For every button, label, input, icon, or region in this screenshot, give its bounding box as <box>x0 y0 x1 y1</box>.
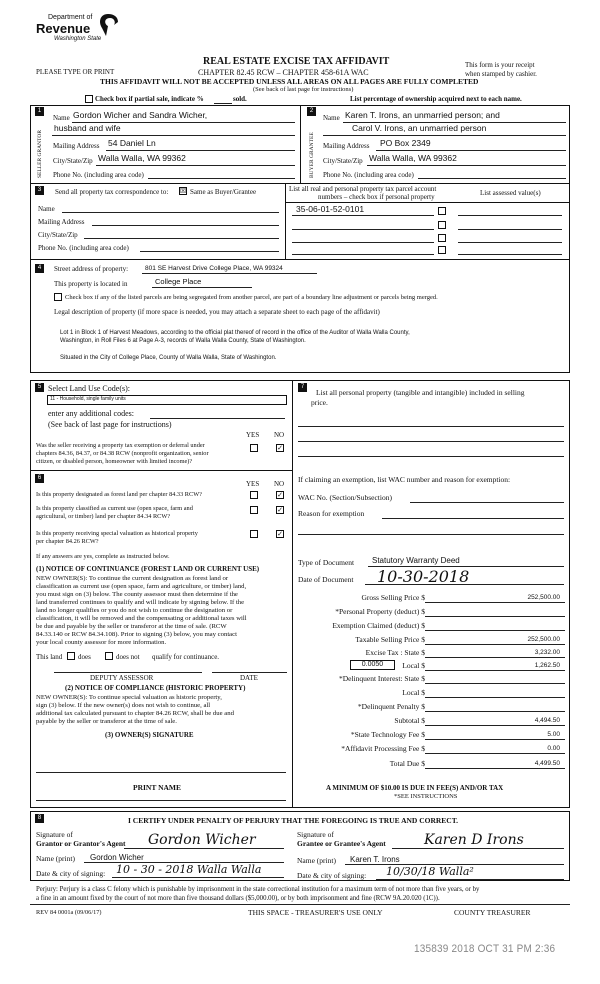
personal-property-checkbox-3[interactable] <box>438 234 446 242</box>
buyer-name-value[interactable]: Karen T. Irons, an unmarried person; and <box>345 110 500 120</box>
grantee-signature[interactable]: Karen D Irons <box>424 832 524 848</box>
current-use-no-checkbox[interactable]: ✓ <box>277 506 283 514</box>
form-title: REAL ESTATE EXCISE TAX AFFIDAVIT <box>203 56 390 67</box>
sold-label: sold. <box>233 95 247 103</box>
section-7-number: 7 <box>298 383 307 392</box>
taxable-label: Taxable Selling Price $ <box>355 635 425 644</box>
excise-local-label: Local $ <box>402 661 425 670</box>
exemption-no-checkbox[interactable]: ✓ <box>277 444 283 452</box>
land-use-value: 11 - Household, single family units <box>50 396 126 402</box>
corr-city-line <box>84 238 279 239</box>
notice-compliance-line-2: sign (3) below. If the new owner(s) does not wish to continue, all <box>36 702 211 709</box>
exemption-question-2: chapters 84.36, 84.37, or 84.38 RCW (nonprofit organization, senior <box>36 450 209 457</box>
buyer-grantee-label: BUYER GRANTEE <box>309 132 315 178</box>
exemption-yes-checkbox[interactable] <box>250 444 258 452</box>
corr-phone-line <box>140 251 279 252</box>
tech-fee-label: *State Technology Fee $ <box>350 730 425 739</box>
seller-mail-line <box>106 150 295 151</box>
grantee-date-line <box>376 879 564 880</box>
section-3-number: 3 <box>35 186 44 195</box>
section-4-number: 4 <box>35 264 44 273</box>
current-use-question-2: agricultural, or timber) land per chapter 84.34 RCW? <box>36 513 171 520</box>
certify-statement: I CERTIFY UNDER PENALTY OF PERJURY THAT THE FOREGOING IS TRUE AND CORRECT. <box>128 816 459 825</box>
see-instructions-note: *SEE INSTRUCTIONS <box>394 793 458 800</box>
historic-question-1: Is this property receiving special valuation as historical property <box>36 530 198 537</box>
doc-date-line <box>365 584 564 585</box>
grantee-name-label: Name (print) <box>297 856 336 865</box>
section-1-number: 1 <box>35 107 44 116</box>
gross-label: Gross Selling Price $ <box>361 593 425 602</box>
segregated-checkbox[interactable] <box>54 293 62 301</box>
delinquent-interest-label: *Delinquent Interest: State $ <box>338 674 425 683</box>
no-header-5: NO <box>274 431 285 439</box>
assessed-header: List assessed value(s) <box>480 189 541 197</box>
if-yes-note: If any answers are yes, complete as instructed below. <box>36 553 170 560</box>
delinquent-penalty-line <box>425 711 565 712</box>
subtotal-value[interactable]: 4,494.50 <box>534 717 560 724</box>
excise-state-value[interactable]: 3,232.00 <box>534 649 560 656</box>
buyer-phone-label: Phone No. (including area code) <box>323 171 414 179</box>
send-label: Send all property tax correspondence to: <box>55 188 169 196</box>
excise-local-line <box>425 670 565 671</box>
print-name-line <box>36 800 286 801</box>
personal-deduct-line <box>425 616 565 617</box>
this-land-label: This land <box>36 653 63 661</box>
additional-codes-label: enter any additional codes: <box>48 409 134 418</box>
assessed-line-1 <box>458 215 562 216</box>
seller-mail-value[interactable]: 54 Daniel Ln <box>108 138 156 148</box>
perjury-rule <box>30 904 570 905</box>
personal-property-label-1: List all personal property (tangible and intangible) included in selling <box>316 388 525 397</box>
parcel-number-1[interactable]: 35-06-01-52-0101 <box>296 204 365 214</box>
notice-compliance-line-4: payable by the seller or transferor at the time of sale. <box>36 718 177 725</box>
buyer-city-value[interactable]: Walla Walla, WA 99362 <box>369 153 457 163</box>
qualify-label: qualify for continuance. <box>152 653 220 661</box>
seller-mail-label: Mailing Address <box>53 142 100 150</box>
grantor-date-value[interactable]: 10 - 30 - 2018 Walla Walla <box>116 863 262 876</box>
print-note: PLEASE TYPE OR PRINT <box>36 68 115 76</box>
personal-property-checkbox-4[interactable] <box>438 246 446 254</box>
excise-state-line <box>425 657 565 658</box>
notice-continuance-line-3: you must sign on (3) below. The county assessor must then determine if the <box>36 591 238 598</box>
grantor-signature[interactable]: Gordon Wicher <box>148 832 256 848</box>
doc-date-value[interactable]: 10-30-2018 <box>377 567 470 586</box>
seller-name-value-2[interactable]: husband and wife <box>54 123 121 133</box>
processing-fee-value[interactable]: 0.00 <box>547 745 560 752</box>
assessed-line-4 <box>458 254 562 255</box>
no-header-6: NO <box>274 480 285 488</box>
grantee-sig-label-1: Signature of <box>297 830 334 839</box>
dept-line3: Washington State <box>54 36 102 42</box>
same-as-buyer-checkbox[interactable]: ☒ <box>180 187 187 195</box>
delinquent-local-label: Local $ <box>402 688 425 697</box>
parcel-line-2 <box>292 229 434 230</box>
parcel-line-4 <box>292 254 434 255</box>
does-not-checkbox[interactable] <box>105 652 113 660</box>
see-back-note: (See back of last page for instructions) <box>253 86 354 93</box>
notice-continuance-line-2: classification as current use (open space, farm and agriculture, or timber) land, <box>36 583 247 590</box>
personal-property-label-2: price. <box>311 398 328 407</box>
notice-continuance-title: (1) NOTICE OF CONTINUANCE (FOREST LAND OR CURRENT USE) <box>36 565 260 573</box>
gross-line <box>425 602 565 603</box>
dor-logo-icon <box>96 12 120 38</box>
doc-date-label: Date of Document <box>298 575 354 584</box>
legal-line-3: Situated in the City of College Place, County of Walla Walla, State of Washington. <box>60 355 277 361</box>
total-due-value[interactable]: 4,499.50 <box>534 760 560 767</box>
section-2-number: 2 <box>307 107 316 116</box>
section-8-number: 8 <box>35 814 44 823</box>
seller-city-line <box>96 165 295 166</box>
buyer-name-label: Name <box>323 114 340 122</box>
seller-city-value[interactable]: Walla Walla, WA 99362 <box>98 153 186 163</box>
grantor-date-line <box>112 877 284 878</box>
notice-continuance-line-7: be due and payable by the seller or transferor at the time of sale. (RCW <box>36 623 227 630</box>
notice-continuance-line-9: your local county assessor for more information. <box>36 639 167 646</box>
does-label: does <box>78 653 91 661</box>
forest-no-checkbox[interactable]: ✓ <box>277 491 283 499</box>
notice-compliance-line-3: additional tax calculated pursuant to chapter 84.26 RCW, shall be due and <box>36 710 234 717</box>
seller-name-value[interactable]: Gordon Wicher and Sandra Wicher, <box>73 110 208 120</box>
forest-yes-checkbox[interactable] <box>250 491 258 499</box>
excise-state-label: Excise Tax : State $ <box>365 648 425 657</box>
total-due-label: Total Due $ <box>389 759 425 768</box>
perjury-line-2: a fine in an amount fixed by the court of not more than five thousand dollars ($5,000.00), or by both imprisonment and fine (RCW 9A.20.020 (1C)). <box>36 895 440 902</box>
taxable-line <box>425 644 565 645</box>
partial-sale-label: Check box if partial sale, indicate % <box>95 95 204 103</box>
county-treasurer-label: COUNTY TREASURER <box>454 908 531 917</box>
exemption-claimed-line <box>425 630 565 631</box>
parcel-line-1 <box>292 215 434 216</box>
perjury-line-1: Perjury: Perjury is a class C felony which is punishable by imprisonment in the state correctional institution for a maximum term of not more than five years, or by <box>36 886 480 893</box>
personal-deduct-label: *Personal Property (deduct) $ <box>335 607 425 616</box>
deputy-date-line <box>212 672 287 673</box>
ownership-note: List percentage of ownership acquired next to each name. <box>350 95 522 103</box>
form-chapter: CHAPTER 82.45 RCW – CHAPTER 458-61A WAC <box>198 68 369 77</box>
yes-header-6: YES <box>246 480 260 488</box>
located-label: This property is located in <box>54 280 128 288</box>
exemption-wac-label: If claiming an exemption, list WAC number and reason for exemption: <box>298 475 511 484</box>
subtotal-line <box>425 725 565 726</box>
personal-property-line-1 <box>298 426 564 427</box>
parcel-header-rule <box>285 202 570 203</box>
owner-signature-line <box>36 772 286 773</box>
personal-property-line-3 <box>298 456 564 457</box>
sec5-sec6-rule <box>30 470 292 471</box>
taxable-value[interactable]: 252,500.00 <box>527 636 560 643</box>
forest-question: Is this property designated as forest land per chapter 84.33 RCW? <box>36 491 202 498</box>
exemption-question-3: citizen, or disabled person, homeowner with limited income)? <box>36 458 193 465</box>
legal-line-2: Washington, in Roll Files 6 at Page A-3, records of Walla Walla County, State of Washington. <box>60 338 306 344</box>
additional-codes-line <box>150 418 285 419</box>
buyer-phone-line <box>418 178 566 179</box>
frame-rule-2 <box>30 259 570 260</box>
corr-mail-line <box>92 225 279 226</box>
buyer-city-label: City/State/Zip <box>323 157 363 165</box>
grantor-sig-label-1: Signature of <box>36 830 73 839</box>
buyer-mail-line <box>376 150 566 151</box>
excise-local-value[interactable]: 1,262.50 <box>534 662 560 669</box>
notice-continuance-line-8: 84.33.140 or RCW 84.34.108). Prior to signing (3) below, you may contact <box>36 631 237 638</box>
gross-value[interactable]: 252,500.00 <box>527 594 560 601</box>
notice-continuance-line-6: classification, it will be removed and the compensating or additional taxes will <box>36 615 247 622</box>
buyer-city-line <box>367 165 566 166</box>
grantor-name-label: Name (print) <box>36 854 75 863</box>
subtotal-label: Subtotal $ <box>394 716 425 725</box>
receipt-note1: This form is your receipt <box>465 61 535 69</box>
section-5-number: 5 <box>35 383 44 392</box>
partial-pct-line <box>214 103 232 104</box>
parcel-line-3 <box>292 242 434 243</box>
grantor-date-label: Date & city of signing: <box>36 869 106 878</box>
frame-rule-1 <box>30 183 570 184</box>
processing-fee-line <box>425 753 565 754</box>
seller-name-label: Name <box>53 114 70 122</box>
reason-line-1 <box>382 518 564 519</box>
seller-phone-label: Phone No. (including area code) <box>53 171 144 179</box>
print-name-label: PRINT NAME <box>133 783 181 792</box>
frame-divider-2 <box>285 183 286 259</box>
located-value[interactable]: College Place <box>155 277 202 286</box>
total-due-line <box>425 768 565 769</box>
minimum-note: A MINIMUM OF $10.00 IS DUE IN FEE(S) AND/OR TAX <box>326 784 504 792</box>
street-label: Street address of property: <box>54 265 129 273</box>
doc-type-value[interactable]: Statutory Warranty Deed <box>372 556 460 565</box>
personal-property-checkbox-1[interactable] <box>438 207 446 215</box>
tech-fee-value[interactable]: 5.00 <box>547 731 560 738</box>
doc-type-label: Type of Document <box>298 558 355 567</box>
reason-label: Reason for exemption <box>298 509 365 518</box>
delinquent-local-line <box>425 697 565 698</box>
wac-no-label: WAC No. (Section/Subsection) <box>298 493 392 502</box>
seller-city-label: City/State/Zip <box>53 157 93 165</box>
grantor-name-value[interactable]: Gordon Wicher <box>90 853 144 862</box>
current-use-yes-checkbox[interactable] <box>250 506 258 514</box>
grantee-name-value[interactable]: Karen T. Irons <box>350 855 400 864</box>
receipt-note2: when stamped by cashier. <box>465 70 537 78</box>
corr-phone-label: Phone No. (including area code) <box>38 244 129 252</box>
assessed-line-3 <box>458 242 562 243</box>
located-line <box>152 287 252 288</box>
yes-header-5: YES <box>246 431 260 439</box>
land-use-label: Select Land Use Code(s): <box>48 384 130 393</box>
owner-signature-title: (3) OWNER(S) SIGNATURE <box>105 731 194 739</box>
deputy-date-label: DATE <box>240 674 258 682</box>
notice-continuance-line-1: NEW OWNER(S): To continue the current designation as forest land or <box>36 575 229 582</box>
exemption-question-1: Was the seller receiving a property tax exemption or deferral under <box>36 442 205 449</box>
grantor-sig-label-2: Grantor or Grantor's Agent <box>36 839 126 848</box>
grantee-sig-line <box>392 848 564 849</box>
grantee-sig-label-2: Grantee or Grantee's Agent <box>297 839 386 848</box>
legal-label: Legal description of property (if more space is needed, you may attach a separate sheet to each page of the affidavit) <box>54 308 380 316</box>
corr-city-label: City/State/Zip <box>38 231 78 239</box>
buyer-mail-label: Mailing Address <box>323 142 370 150</box>
same-as-buyer-label: Same as Buyer/Grantee <box>190 188 257 196</box>
reason-line-2 <box>298 534 564 535</box>
street-value[interactable]: 801 SE Harvest Drive College Place, WA 99324 <box>145 265 283 272</box>
middle-divider <box>292 380 293 808</box>
local-rate-value: 0.0050 <box>361 661 384 668</box>
grantee-date-value[interactable]: 10/30/18 Walla² <box>386 865 474 878</box>
form-revision: REV 84 0001a (09/06/17) <box>36 909 102 916</box>
historic-no-checkbox[interactable]: ✓ <box>277 530 283 538</box>
does-not-label: does not <box>116 653 140 661</box>
personal-property-checkbox-2[interactable] <box>438 221 446 229</box>
assessed-line-2 <box>458 229 562 230</box>
corr-name-line <box>62 212 279 213</box>
form-warning: THIS AFFIDAVIT WILL NOT BE ACCEPTED UNLESS ALL AREAS ON ALL PAGES ARE FULLY COMPLETED <box>100 77 479 86</box>
historic-question-2: per chapter 84.26 RCW? <box>36 538 99 545</box>
buyer-name-value-2[interactable]: Carol V. Irons, an unmarried person <box>352 123 487 133</box>
street-line <box>142 273 317 274</box>
buyer-name-line-2 <box>323 135 566 136</box>
delinquent-interest-line <box>425 683 565 684</box>
dept-line1: Department of <box>48 14 93 21</box>
corr-mail-label: Mailing Address <box>38 218 85 226</box>
section-6-number: 6 <box>35 474 44 483</box>
segregated-label: Check box if any of the listed parcels are being segregated from another parcel, are part of a boundary line adjustment or parcels being merged. <box>65 294 438 301</box>
dept-line2: Revenue <box>36 21 91 36</box>
personal-property-line-2 <box>298 441 564 442</box>
delinquent-penalty-label: *Delinquent Penalty $ <box>357 702 425 711</box>
tech-fee-line <box>425 739 565 740</box>
exemption-claimed-label: Exemption Claimed (deduct) $ <box>332 621 425 630</box>
seller-grantor-label: SELLER GRANTOR <box>37 129 43 178</box>
notice-compliance-line-1: NEW OWNER(S): To continue special valuation as historic property, <box>36 694 222 701</box>
does-checkbox[interactable] <box>67 652 75 660</box>
grantor-sig-line <box>124 848 284 849</box>
current-use-question-1: Is this property classified as current use (open space, farm and <box>36 505 193 512</box>
notice-continuance-line-4: land transferred continues to qualify and will indicate by signing below. If the <box>36 599 245 606</box>
treasurer-space-label: THIS SPACE - TREASURER'S USE ONLY <box>248 908 383 917</box>
seller-name-line-2 <box>52 135 295 136</box>
historic-yes-checkbox[interactable] <box>250 530 258 538</box>
wac-no-line <box>410 502 564 503</box>
processing-fee-label: *Affidavit Processing Fee $ <box>341 744 425 753</box>
partial-sale-checkbox[interactable] <box>85 95 93 103</box>
legal-line-1: Lot 1 in Block 1 of Harvest Meadows, according to the official plat thereof of record in the office of the Auditor of Walla Walla County, <box>60 330 410 336</box>
notice-continuance-line-5: land no longer qualifies or you do not wish to continue the designation or <box>36 607 233 614</box>
deputy-assessor-label: DEPUTY ASSESSOR <box>90 674 154 682</box>
notice-compliance-title: (2) NOTICE OF COMPLIANCE (HISTORIC PROPERTY) <box>65 684 246 692</box>
parcel-list-header-2: numbers – check box if personal property <box>318 193 435 201</box>
corr-name-label: Name <box>38 205 55 213</box>
parcel-list-header-1: List all real and personal property tax parcel account <box>289 185 437 193</box>
see-back-label: (See back of last page for instructions) <box>48 420 172 429</box>
frame-divider-1 <box>300 105 301 183</box>
grantee-date-label: Date & city of signing: <box>297 871 367 880</box>
deputy-line <box>54 672 202 673</box>
seller-phone-line <box>148 178 295 179</box>
buyer-mail-value[interactable]: PO Box 2349 <box>380 138 431 148</box>
cashier-stamp: 135839 2018 OCT 31 PM 2:36 <box>414 943 556 956</box>
